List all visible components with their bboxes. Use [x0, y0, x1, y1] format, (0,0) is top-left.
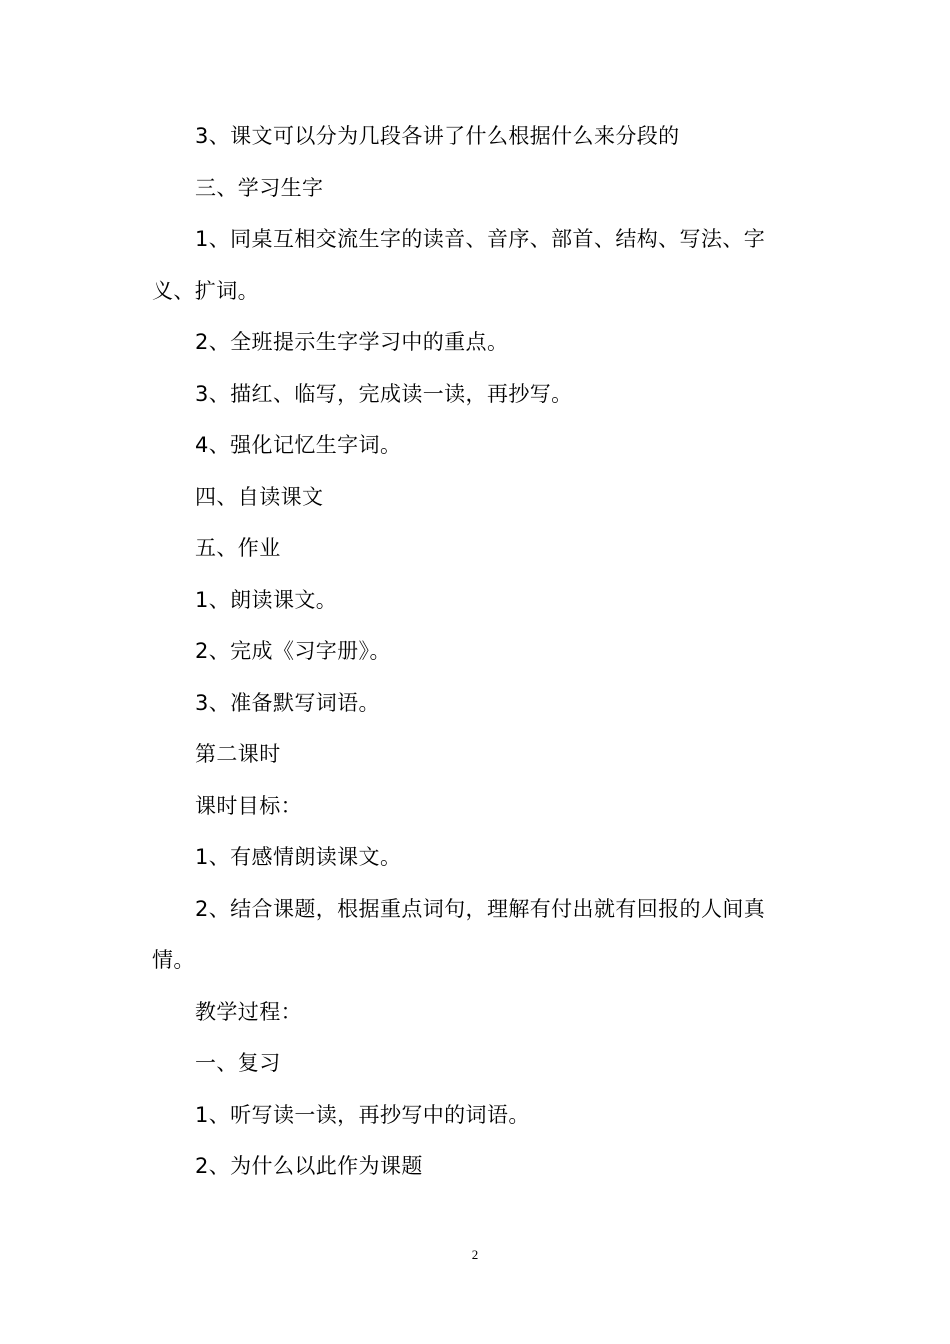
paragraph: 3、描红、临写，完成读一读，再抄写。: [195, 381, 573, 406]
document-body: [152, 111, 792, 1193]
paragraph: 2、全班提示生字学习中的重点。: [195, 330, 509, 354]
paragraph: 教学过程：: [195, 999, 302, 1024]
section-heading: 五、作业: [195, 536, 281, 560]
paragraph: 1、听写读一读，再抄写中的词语。: [195, 1102, 530, 1127]
paragraph: 1、朗读课文。: [195, 587, 338, 612]
section-heading: 三、学习生字: [195, 175, 324, 200]
paragraph: 2、为什么以此作为课题: [195, 1154, 423, 1178]
paragraph: 3、准备默写词语。: [195, 690, 380, 715]
paragraph: 1、同桌互相交流生字的读音、音序、部首、结构、写法、字义、扩词。: [152, 227, 766, 303]
paragraph: 课时目标：: [195, 793, 302, 818]
paragraph: 1、有感情朗读课文。: [195, 845, 402, 869]
paragraph: 4、强化记忆生字词。: [195, 433, 402, 457]
paragraph: 2、完成《习字册》。: [195, 639, 391, 663]
section-heading: 一、复习: [195, 1051, 281, 1075]
paragraph: 3、课文可以分为几段各讲了什么根据什么来分段的: [195, 124, 680, 148]
page-number: 2: [471, 1247, 479, 1262]
section-heading: 四、自读课文: [195, 484, 324, 509]
paragraph: 2、结合课题，根据重点词句，理解有付出就有回报的人间真情。: [152, 896, 766, 972]
lesson-heading: 第二课时: [195, 742, 281, 766]
